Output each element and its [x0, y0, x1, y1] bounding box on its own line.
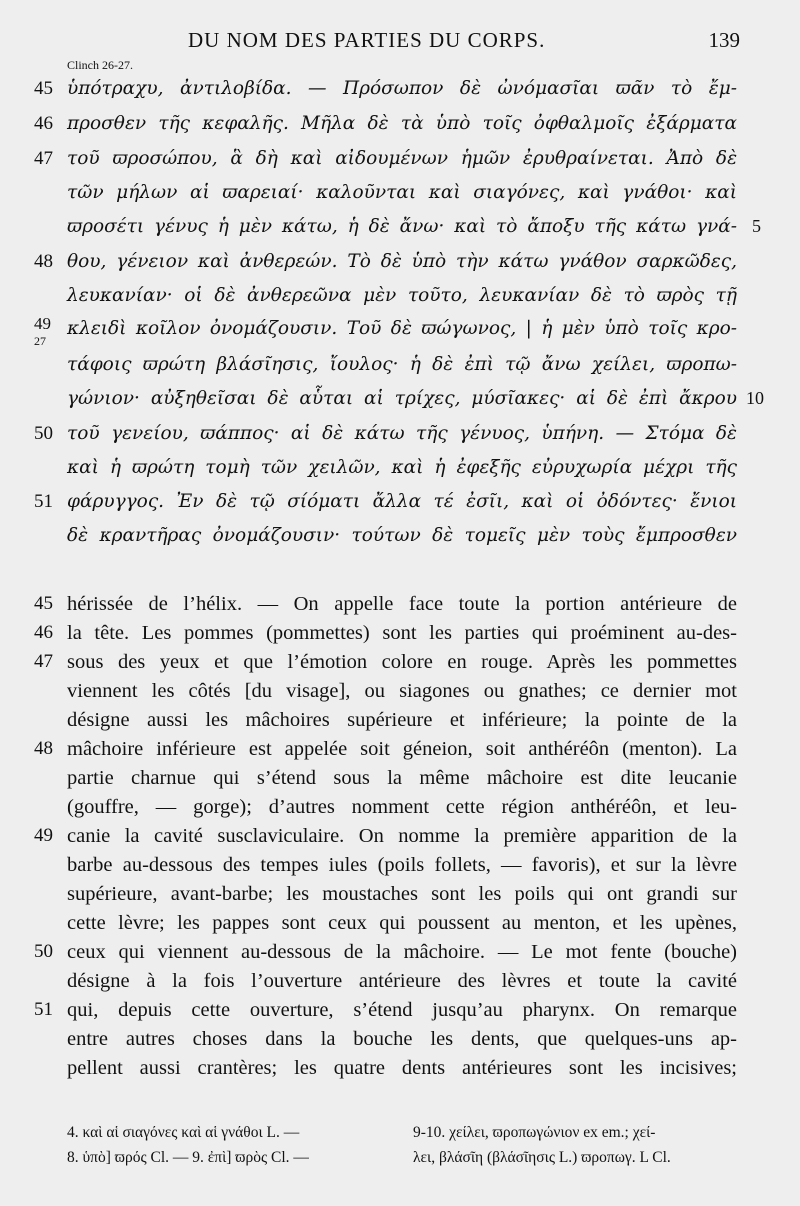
french-line-text: cette lèvre; les pappes sont ceux qui poussent au menton, et les upènes, — [67, 912, 737, 934]
greek-line — [0, 314, 800, 354]
page-number: 139 — [708, 28, 740, 52]
line-number: 51 — [34, 491, 53, 512]
footnote-line: 9-10. χείλει, ϖροπωγώνιον ex em.; χεί- — [413, 1124, 656, 1141]
greek-line-text: ϖροσέτι γένυς ἡ μὲν κάτω, ἡ δὲ ἄνω· καὶ τὸ ἄποξυ τῆς κάτω γνά- — [67, 216, 737, 237]
french-line-text: entre autres choses dans la bouche les dents, que quelques-uns ap- — [67, 1028, 737, 1050]
line-number: 45 — [34, 78, 53, 99]
french-line — [0, 1057, 800, 1093]
greek-line-text: λευκανίαν· οἱ δὲ ἀνθερεῶνα μὲν τοῦτο, λευκανίαν δὲ τὸ ϖρὸς τῇ — [67, 285, 737, 306]
footnote-line: λει, βλάσῖη (βλάσῖησις L.) ϖροπωγ. L Cl. — [413, 1149, 671, 1166]
greek-line — [0, 78, 800, 114]
page-header — [180, 28, 740, 58]
line-number: 47 — [34, 148, 53, 169]
source-reference: Clinch 26-27. — [67, 58, 133, 72]
margin-line-number: 10 — [746, 388, 764, 408]
french-line-text: pellent aussi crantères; les quatre dents antérieures sont les incisives; — [67, 1057, 737, 1079]
french-line-text: désigne à la fois l’ouverture antérieure des lèvres et toute la cavité — [67, 970, 737, 992]
french-line-text: partie charnue qui s’étend sous la même mâchoire est dite leucanie — [67, 767, 737, 789]
french-line-text: ceux qui viennent au-dessous de la mâchoire. — Le mot fente (bouche) — [67, 941, 737, 963]
french-line-text: désigne aussi les mâchoires supérieure et inférieure; la pointe de la — [67, 709, 737, 731]
greek-line-text: φάρυγγος. Ἐν δὲ τῷ σίόματι ἄλλα τέ ἐσῖι, καὶ οἱ ὀδόντες· ἔνιοι — [67, 491, 737, 512]
greek-line-text: τοῦ γενείου, ϖάππος· αἱ δὲ κάτω τῆς γένυος, ὑπήνη. — Στόμα δὲ — [67, 423, 737, 444]
french-line-text: la tête. Les pommes (pommettes) sont les parties qui proéminent au-des- — [67, 622, 737, 644]
line-number: 46 — [34, 113, 53, 134]
greek-line-text: ὑπότραχυ, ἀντιλοβίδα. — Πρόσωπον δὲ ὠνόμασῖαι ϖᾶν τὸ ἔμ- — [67, 78, 737, 99]
greek-line-text: καὶ ἡ ϖρώτη τομὴ τῶν χειλῶν, καὶ ἡ ἐφεξῆς εὐρυχωρία μέχρι τῆς — [67, 457, 737, 478]
greek-line-text: κλειδὶ κοῖλον ὀνομάζουσιν. Τοῦ δὲ ϖώγωνος, | ἡ μὲν ὑπὸ τοῖς κρο- — [67, 318, 737, 339]
french-line-text: hérissée de l’hélix. — On appelle face toute la portion antérieure de — [67, 593, 737, 615]
line-number: 45 — [34, 593, 53, 614]
greek-line — [0, 525, 800, 561]
greek-line-text: δὲ κραντῆρας ὀνομάζουσιν· τούτων δὲ τομεῖς μὲν τοὺς ἔμπροσθεν — [67, 525, 737, 546]
greek-line — [0, 285, 800, 321]
greek-line-text: τῶν μήλων αἱ ϖαρειαί· καλοῦνται καὶ σιαγόνες, καὶ γνάθοι· καὶ — [67, 182, 737, 203]
line-number: 50 — [34, 423, 53, 444]
greek-line — [0, 216, 800, 252]
greek-line — [0, 388, 800, 424]
french-line-text: sous des yeux et que l’émotion colore en rouge. Après les pommettes — [67, 651, 737, 673]
french-line-text: canie la cavité susclaviculaire. On nomme la première apparition de la — [67, 825, 737, 847]
footnote-line: 4. καὶ αἱ σιαγόνες καὶ αἱ γνάθοι L. — — [67, 1124, 300, 1141]
french-line-text: supérieure, avant-barbe; les moustaches sont les poils qui ont grandi sur — [67, 883, 737, 905]
greek-line-text: γώνιον· αὐξηθεῖσαι δὲ αὗται αἱ τρίχες, μύσῖακες· αἱ δὲ ἐπὶ ἄκρου — [67, 388, 737, 409]
line-number-main: 49 — [34, 314, 51, 333]
greek-line-text: θου, γένειον καὶ ἀνθερεών. Τὸ δὲ ὑπὸ τὴν κάτω γνάθον σαρκῶδες, — [67, 251, 737, 272]
line-number: 46 — [34, 622, 53, 643]
line-number: 48 — [34, 251, 53, 272]
greek-line — [0, 423, 800, 459]
margin-line-number: 5 — [752, 216, 761, 236]
greek-line-text: τάφοις ϖρώτη βλάσῖησις, ἴουλος· ἡ δὲ ἐπὶ τῷ ἄνω χείλει, ϖροπω- — [67, 354, 737, 375]
french-line-text: viennent les côtés [du visage], ou siagones ou gnathes; ce dernier mot — [67, 680, 737, 702]
line-number: 48 — [34, 738, 53, 759]
greek-line — [0, 182, 800, 218]
greek-line-text: τοῦ ϖροσώπου, ἃ δὴ καὶ αἰδουμένων ἡμῶν ἐρυθραίνεται. Ἀπὸ δὲ — [67, 148, 737, 169]
line-number — [34, 316, 64, 349]
french-line-text: qui, depuis cette ouverture, s’étend jusqu’au pharynx. On remarque — [67, 999, 737, 1021]
footnotes-right-column — [413, 1124, 743, 1174]
line-number: 47 — [34, 651, 53, 672]
footnote-line: 8. ὑπὸ] ϖρός Cl. — 9. ἐπὶ] ϖρὸς Cl. — — [67, 1149, 309, 1166]
greek-line — [0, 354, 800, 390]
running-title: DU NOM DES PARTIES DU CORPS. — [188, 28, 546, 52]
greek-line — [0, 251, 800, 287]
line-number-sub: 27 — [34, 334, 46, 348]
greek-line — [0, 491, 800, 527]
greek-line — [0, 113, 800, 149]
french-line-text: barbe au-dessous des tempes iules (poils follets, — favoris), et sur la lèvre — [67, 854, 737, 876]
greek-line — [0, 457, 800, 493]
french-line-text: (gouffre, — gorge); d’autres nomment cette région anthéréôn, et leu- — [67, 796, 737, 818]
greek-line-text: προσθεν τῆς κεφαλῆς. Μῆλα δὲ τὰ ὑπὸ τοῖς ὀφθαλμοῖς ἐξάρματα — [67, 113, 737, 134]
line-number: 50 — [34, 941, 53, 962]
french-line-text: mâchoire inférieure est appelée soit géneion, soit anthéréôn (menton). La — [67, 738, 737, 760]
footnotes-left-column — [67, 1124, 397, 1174]
greek-line — [0, 148, 800, 184]
line-number: 51 — [34, 999, 53, 1020]
line-number: 49 — [34, 825, 53, 846]
